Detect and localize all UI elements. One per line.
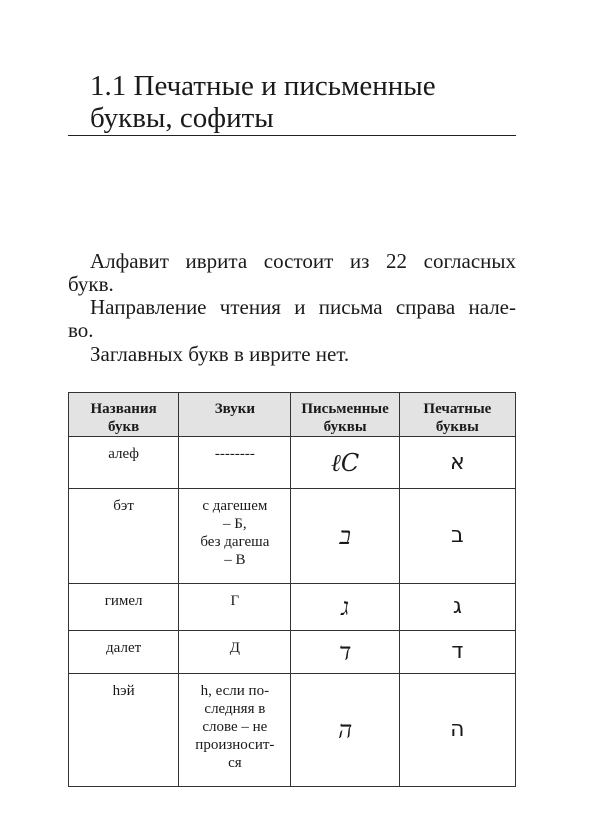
letter-sound: с дагешем – Б, без дагеша – В <box>179 489 291 584</box>
printed-letter: ג <box>399 584 515 631</box>
letter-name: бэт <box>69 489 179 584</box>
cursive-letter: ℓC <box>291 437 399 489</box>
heading-underline <box>68 135 516 136</box>
letter-sound: -------- <box>179 437 291 489</box>
letter-sound: Г <box>179 584 291 631</box>
cursive-letter: ה <box>291 674 399 787</box>
table-header-row <box>69 393 516 437</box>
table-row <box>69 631 516 674</box>
table-row <box>69 489 516 584</box>
printed-letter: ד <box>399 631 515 674</box>
letter-name: далет <box>69 631 179 674</box>
paragraph-alphabet-line2: букв. <box>68 272 114 296</box>
letter-sound: Д <box>179 631 291 674</box>
paragraph-alphabet <box>68 250 516 296</box>
paragraph-capitals <box>68 343 516 366</box>
cursive-letter: ב <box>291 489 399 584</box>
header-letter-names: Названия букв <box>69 393 179 437</box>
cursive-letter: ד <box>291 631 399 674</box>
header-printed-letters: Печатные буквы <box>399 393 515 437</box>
table-row <box>69 674 516 787</box>
table-row <box>69 584 516 631</box>
paragraph-alphabet-line1: Алфавит иврита состоит из 22 согласных <box>90 249 516 273</box>
header-cursive-letters: Письменные буквы <box>291 393 399 437</box>
letter-sound: h, если по- следняя в слове – не произносит- ся <box>179 674 291 787</box>
letter-name: hэй <box>69 674 179 787</box>
paragraph-direction <box>68 296 516 342</box>
cursive-letter: ג <box>291 584 399 631</box>
header-sounds: Звуки <box>179 393 291 437</box>
alphabet-table <box>68 392 516 787</box>
paragraph-direction-line2: во. <box>68 318 94 342</box>
section-heading: 1.1 Печатные и письменные буквы, софиты <box>90 70 436 134</box>
printed-letter: ב <box>399 489 515 584</box>
printed-letter: ה <box>399 674 515 787</box>
letter-name: алеф <box>69 437 179 489</box>
paragraph-capitals-line1: Заглавных букв в иврите нет. <box>90 342 350 366</box>
letter-name: гимел <box>69 584 179 631</box>
paragraph-direction-line1: Направление чтения и письма справа нале- <box>90 295 516 319</box>
table-row <box>69 437 516 489</box>
printed-letter: א <box>399 437 515 489</box>
